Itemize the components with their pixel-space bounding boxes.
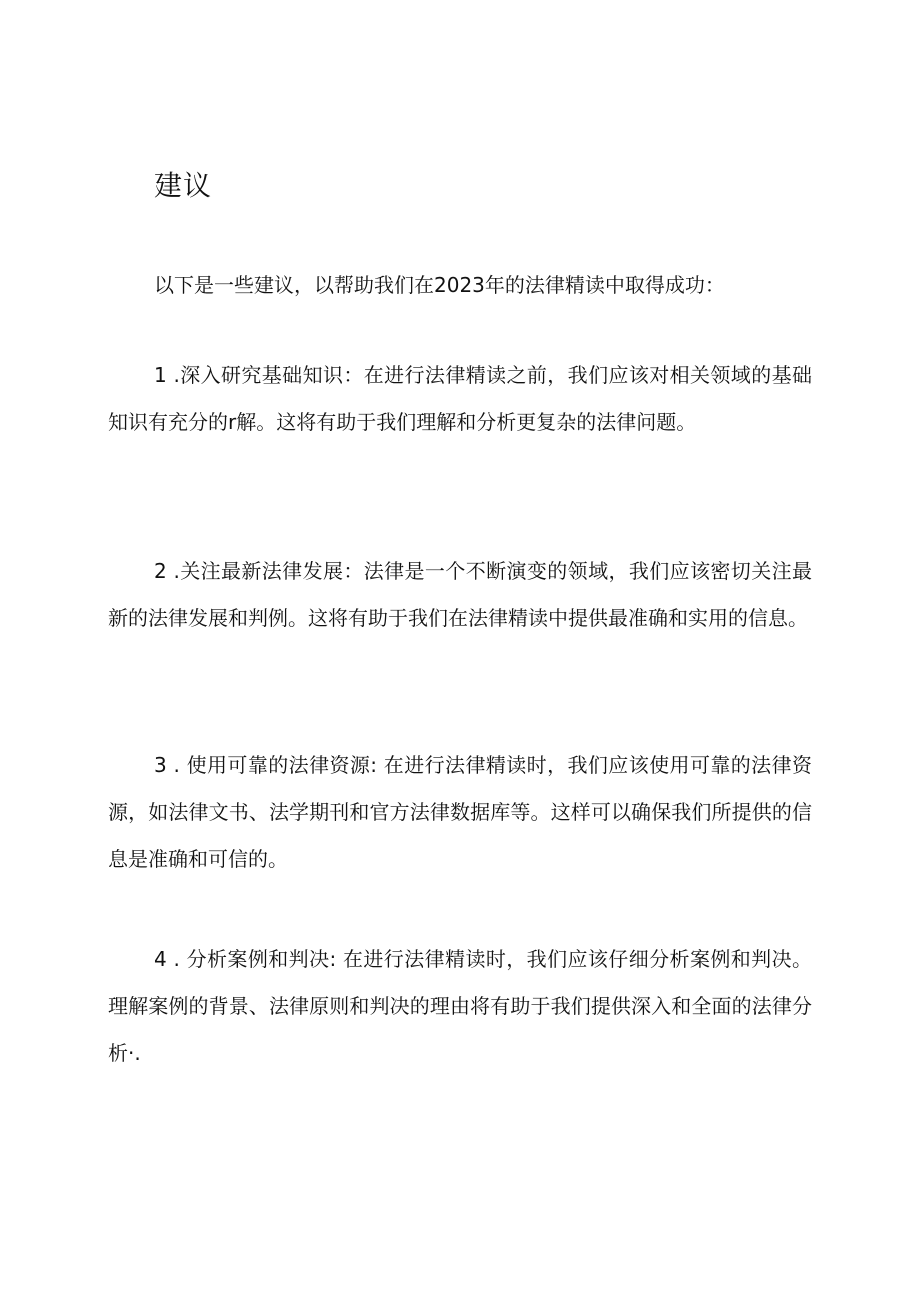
suggestion-item-1: 1 .深入研究基础知识：在进行法律精读之前，我们应该对相关领域的基础知识有充分的r解。这将有助于我们理解和分析更复杂的法律问题。 xyxy=(108,363,812,434)
suggestion-item-4: 4 . 分析案例和判决: 在进行法律精读时，我们应该仔细分析案例和判决。理解案例的背景、法律原则和判决的理由将有助于我们提供深入和全面的法律分析·. xyxy=(108,947,812,1065)
suggestion-item-2: 2 .关注最新法律发展：法律是一个不断演变的领域，我们应该密切关注最新的法律发展和判例。这将有助于我们在法律精读中提供最准确和实用的信息。 xyxy=(108,559,812,630)
intro-paragraph: 以下是一些建议，以帮助我们在2023年的法律精读中取得成功： xyxy=(154,273,725,297)
section-heading: 建议 xyxy=(154,169,213,202)
suggestion-item-3: 3 . 使用可靠的法律资源: 在进行法律精读时，我们应该使用可靠的法律资源，如法律文书、法学期刊和官方法律数据库等。这样可以确保我们所提供的信息是准确和可信的。 xyxy=(108,753,812,871)
